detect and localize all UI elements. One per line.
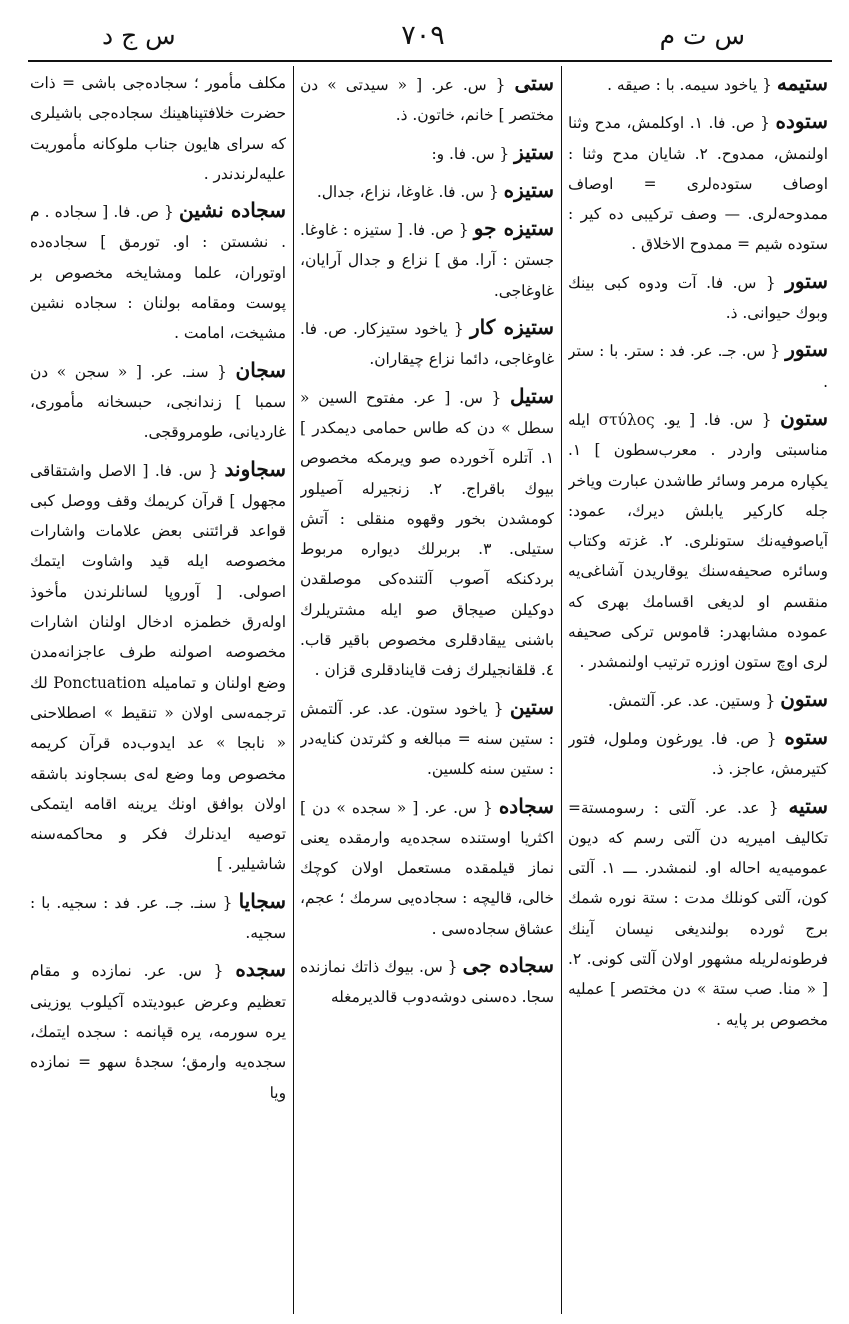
page-number: ٧٠٩ bbox=[401, 20, 445, 51]
dictionary-entry bbox=[568, 68, 828, 100]
dictionary-entry bbox=[300, 312, 554, 375]
entry-separator bbox=[568, 1035, 828, 1041]
dictionary-entry bbox=[300, 175, 554, 207]
dictionary-entry bbox=[300, 791, 554, 944]
dictionary-entry bbox=[568, 403, 828, 678]
entry-headword: ستيمه bbox=[776, 71, 828, 95]
entry-headword: ستوه bbox=[784, 724, 828, 749]
column-divider bbox=[293, 66, 294, 1314]
entry-headword: سجان bbox=[235, 357, 286, 382]
entry-headword: ستور bbox=[785, 337, 828, 362]
entry-definition: { ص. فا. [ سجاده . م . نشستن : او. تورمق ] سجاده‌ده اوتوران، علما ومشايخه مخصوص بر پوست ومقامه بولنان : سجاده نشين مشيخت، امامت . bbox=[30, 203, 286, 343]
entry-headword: ستوده bbox=[775, 109, 828, 134]
entry-separator bbox=[300, 1013, 554, 1019]
entry-headword: سجاده bbox=[498, 793, 554, 818]
entry-headword: ستى bbox=[514, 71, 554, 95]
dictionary-entry bbox=[568, 106, 828, 259]
dictionary-entry bbox=[568, 266, 828, 329]
entry-definition: مكلف مأمور ؛ سجاده‌جى باشى = ذات حضرت خلافتپناهينك سجاده‌جى باشيلرى كه سراى هايون جناب ملوكانه مأموريت عليه‌لرندندر . bbox=[30, 74, 286, 183]
entry-headword: ستيزه كار bbox=[470, 315, 554, 340]
dictionary-entry bbox=[30, 355, 286, 448]
entry-definition: { ياخود ستيزكار. ص. فا. غاوغاجى، دائما نزاع چيقاران. bbox=[300, 320, 554, 369]
entry-definition: { ص. فا. [ ستيزه : غاوغا. جستن : آرا. مق ] نزاع و جدال آرايان، غاوغاجى. bbox=[300, 221, 554, 300]
entry-headword: سجاوند bbox=[224, 456, 286, 481]
header-right-letters: س ت م bbox=[659, 21, 745, 50]
entry-headword: ستون bbox=[780, 686, 828, 711]
header-left-letters: س ج د bbox=[102, 21, 176, 50]
dictionary-entry bbox=[300, 692, 554, 785]
entry-headword: سجده bbox=[235, 957, 286, 982]
dictionary-entry bbox=[30, 454, 286, 880]
entry-definition: { وستين. عد. عر. آلتمش. bbox=[607, 691, 776, 710]
column-right bbox=[568, 68, 828, 1312]
dictionary-entry bbox=[568, 791, 828, 1035]
entry-definition: { س. فا. [ الاصل واشتقاقى مجهول ] قرآن كريمك وقف ووصل كبى قواعد قرائتنى بعض علامات واشارات مخصوصه ايله قيد واشاوت ايتمك اصولى. [ آوروپا لسانلرندن مأخوذ اوله‌رق خطمزه ادخال اولنان اشارات مخصوصه اصولنه طرف عاجزانه‌مدن وضع اولنان و تماميله Ponctuation لك ترجمه‌سى اولان « تنقيط » اصطلاحنى « نابجا » عد ايدوب‌ده قرآن كريمه مخصوص وما وضع له‌ى بسجاوند باشقه اولان بوافق اونك يرينه اقامه ايتمكى توصيه ايدنلرك فكر و محاكمه‌سنه شاشيلير. ] bbox=[30, 461, 286, 874]
entry-headword: سجايا bbox=[238, 888, 286, 913]
dictionary-entry bbox=[30, 195, 286, 348]
dictionary-entry bbox=[30, 954, 286, 1107]
entry-definition: { س. عر. [ « سيدتى » دن مختصر ] خانم، خاتون. ذ. bbox=[300, 76, 554, 125]
entry-headword: سجاده نشين bbox=[178, 198, 286, 223]
entry-headword: ستيز bbox=[514, 139, 554, 164]
entry-headword: ستين bbox=[509, 694, 554, 719]
entry-definition: { س. عر. [ « سجده » دن ] اكثريا اوستنده سجده‌يه وارمقده يعنى نماز قيلمقده مستعمل اولان كوچك خالى، قاليچه : سجاده‌يى سرمك ؛ عجم، عشاق سجاده‌سى . bbox=[300, 798, 554, 938]
entry-definition: { س. عر. نمازده و مقام تعظيم وعرض عبوديتده آكيلوب يوزينى يره سورمه، يره قپانمه : سجده ايتمك، سجده‌يه وارمق؛ سجدۀ سهو = نمازده ويا bbox=[30, 962, 286, 1102]
dictionary-entry bbox=[568, 684, 828, 716]
entry-definition: { ص. فا. ١. اوكلمش، مدح وثنا اولنمش، ممدوح. ٢. شايان مدح وثنا : اوصاف ستوده‌لرى = اوصاف ممدوحه‌لرى. — وصف تركيبى ده ﻛﻴﺮ : ستوده شيم = ممدوح الاخلاق . bbox=[568, 114, 828, 254]
entry-definition: { س. جـ. عر. فد : ستر. با : ستر . bbox=[568, 342, 828, 391]
dictionary-entry bbox=[568, 334, 828, 397]
column-left bbox=[30, 68, 286, 1312]
header-rule bbox=[28, 60, 832, 62]
column-middle bbox=[300, 68, 554, 1312]
entry-definition: { س. فا. و: bbox=[431, 144, 510, 163]
entry-definition: { سنـ. جـ. عر. فد : سجيه. با : سجيه. bbox=[30, 893, 286, 943]
entry-definition: { سنـ. عر. [ « سجن » دن سمبا ] زندانجى، حبسخانه مأمورى، غارديانى، طومروقجى. bbox=[30, 362, 286, 442]
entry-definition: { س. فا. [ يو. στύλος ايله مناسبتى واردر . معرب‌سطون ] ١. يكپاره مرمر وسائر طاشدن عبارت وياخر جله كاركير يابلش ديرك، عمود: آياصوفيه‌نك ستونلرى. ٢. غزته وكتاب وسائره صحيفه‌سنك يوقاريدن آشاغى‌يه منقسم او لديغى اقسامك بهرى كه عموده مشابهدر: قاموس تركى صحيفه لرى اوچ ستون اوزره ترتيب اولنمشدر . bbox=[568, 410, 828, 672]
dictionary-entry bbox=[300, 137, 554, 169]
entry-definition: { ياخود سيمه. با : صيقه . bbox=[607, 76, 772, 94]
entry-headword: ستيه bbox=[788, 793, 828, 818]
entry-headword: ستيزه جو bbox=[473, 216, 554, 241]
entry-headword: سجاده جى bbox=[462, 953, 554, 978]
dictionary-entry bbox=[300, 381, 554, 686]
entry-definition: { س. فا. غاوغا، نزاع، جدال. bbox=[316, 182, 499, 201]
entry-headword: ستور bbox=[785, 268, 828, 293]
entry-separator bbox=[30, 1108, 286, 1114]
entry-headword: ستيزه bbox=[503, 177, 554, 202]
dictionary-entry bbox=[30, 68, 286, 189]
entry-headword: ستيل bbox=[510, 383, 554, 408]
dictionary-entry bbox=[300, 68, 554, 131]
entry-definition: { س. [ عر. مفتوح السين « سطل » دن كه طاس حمامى ديمكدر ] ١. آتلره آخورده صو ويرمكه مخصوص بيوك باقراج. ٢. زنجيرله آصيلور كومشدن بخور وقهوه منقلى : آتش ستيلى. ٣. بربرلك ديواره مربوط بردكنكه آصوب آلتنده‌كى موصلقدن دوكيلن صيجاق صو ايله مشتريلرك باشنى ييقادقلرى مخصوص باقير قاب. ٤. قلقانجيلرك زفت قاينادقلرى قزان . bbox=[300, 388, 554, 680]
dictionary-entry bbox=[300, 213, 554, 306]
entry-definition: { ياخود ستون. عد. عر. آلتمش : ستين سنه = مبالغه و كثرتدن كنايه‌در : ستين سنه كلسين. bbox=[300, 699, 554, 779]
entry-definition: { عد. عر. آلتى : رسومستة= تكاليف اميريه دن آلتى رسم كه ديون عموميه‌يه احاله او. لنمشدر. ـــ ١. آلتى كون، آلتى كونلك مدت : ستة نوره شمك برج ثورده بولنديغى نيسان آينك فرطونه‌لريله مشهور اولان آلتى كونى. ٢. [ « منا. صب ستة » دن مختصر ] عمليه مخصوص بر پايه . bbox=[568, 798, 828, 1029]
entry-definition: { س. بيوك ذاتك نمازنده سجا. ده‌سنى دوشه‌دوب قالديرمغله bbox=[300, 958, 554, 1007]
dictionary-entry bbox=[300, 950, 554, 1013]
column-divider bbox=[561, 66, 562, 1314]
dictionary-entry bbox=[568, 722, 828, 785]
entry-definition: { ص. فا. يورغون وملول، فتور كتيرمش، عاجز. ذ. bbox=[568, 729, 828, 779]
dictionary-entry bbox=[30, 886, 286, 949]
entry-definition: { س. فا. آت ودوه كبى بينك وبوك حيوانى. ذ. bbox=[568, 273, 828, 323]
entry-headword: ستون bbox=[780, 405, 828, 430]
